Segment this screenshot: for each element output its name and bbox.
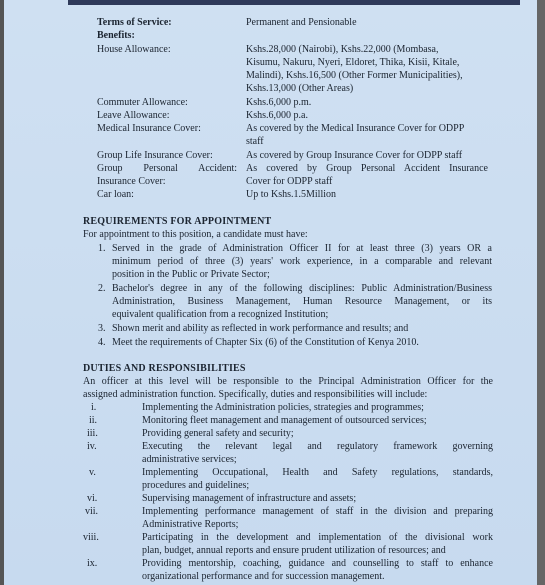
- group-life-label: Group Life Insurance Cover:: [97, 150, 213, 161]
- duty-number: iii.: [87, 428, 98, 439]
- duty-line: Implementing Occupational, Health and Safety regulations, standards,: [142, 467, 493, 478]
- duty-number: viii.: [83, 532, 99, 543]
- duty-number: i.: [91, 402, 97, 413]
- terms-of-service-label: Terms of Service:: [97, 17, 172, 28]
- duty-number: iv.: [87, 441, 97, 452]
- leave-allowance-label: Leave Allowance:: [97, 110, 170, 121]
- top-header-strip: [68, 0, 520, 5]
- requirement-number: 4.: [98, 337, 106, 348]
- medical-insurance-line: As covered by the Medical Insurance Cover for ODPP: [246, 123, 465, 134]
- requirement-line: position in the Public or Private Sector;: [112, 269, 270, 280]
- duty-number: ii.: [89, 415, 98, 426]
- requirement-number: 3.: [98, 323, 106, 334]
- duty-line: plan, budget, annual reports and ensure prudent utilization of resources; and: [142, 545, 446, 556]
- duty-line: administrative services;: [142, 454, 237, 465]
- commuter-allowance-value: Kshs.6,000 p.m.: [246, 97, 312, 108]
- commuter-allowance-label: Commuter Allowance:: [97, 97, 188, 108]
- requirement-line: Administration, Business Management, Human Resource Management, or its: [112, 296, 492, 307]
- group-personal-label-line: Group Personal Accident:: [97, 163, 237, 174]
- duties-intro-line: An officer at this level will be responsible to the Principal Administration Officer for the: [83, 376, 493, 387]
- group-life-value: As covered by Group Insurance Cover for ODPP staff: [246, 150, 463, 161]
- house-allowance-line: Malindi), Kshs.16,500 (Other Former Municipalities),: [246, 70, 463, 81]
- requirement-line: Served in the grade of Administration Officer II for at least three (3) years OR a: [112, 243, 492, 254]
- duty-line: Providing general safety and security;: [142, 428, 294, 439]
- leave-allowance-value: Kshs.6,000 p.a.: [246, 110, 308, 121]
- duty-line: Administrative Reports;: [142, 519, 239, 530]
- duty-line: Executing the relevant legal and regulatory framework governing: [142, 441, 493, 452]
- requirement-line: Bachelor's degree in any of the following disciplines: Public Administration/Business: [112, 283, 492, 294]
- house-allowance-label: House Allowance:: [97, 44, 171, 55]
- house-allowance-line: Kisumu, Nakuru, Nyeri, Eldoret, Thika, Kisii, Kitale,: [246, 57, 460, 68]
- duty-line: Providing mentorship, coaching, guidance and counselling to staff to enhance: [142, 558, 493, 569]
- medical-insurance-line: staff: [246, 136, 264, 147]
- duty-line: Implementing the Administration policies, strategies and programmes;: [142, 402, 424, 413]
- duty-line: organizational performance and for succession management.: [142, 571, 385, 582]
- duties-heading: DUTIES AND RESPONSIBILITIES: [83, 363, 246, 374]
- requirements-heading: REQUIREMENTS FOR APPOINTMENT: [83, 216, 272, 227]
- group-personal-label-line: Insurance Cover:: [97, 176, 166, 187]
- requirement-line: Shown merit and ability as reflected in work performance and results; and: [112, 323, 409, 334]
- requirements-intro: For appointment to this position, a candidate must have:: [83, 229, 308, 240]
- medical-insurance-label: Medical Insurance Cover:: [97, 123, 201, 134]
- benefits-label: Benefits:: [97, 30, 135, 41]
- duty-line: Participating in the development and implementation of the divisional work: [142, 532, 493, 543]
- right-border: [537, 0, 545, 585]
- requirement-line: minimum period of three (3) years' work experience, in a comparable and relevant: [112, 256, 492, 267]
- requirement-number: 2.: [98, 283, 106, 294]
- duty-number: vi.: [87, 493, 98, 504]
- requirement-number: 1.: [98, 243, 106, 254]
- car-loan-label: Car loan:: [97, 189, 134, 200]
- car-loan-value: Up to Kshs.1.5Million: [246, 189, 337, 200]
- house-allowance-line: Kshs.13,000 (Other Areas): [246, 83, 354, 94]
- group-personal-line: Cover for ODPP staff: [246, 176, 333, 187]
- duty-number: v.: [89, 467, 96, 478]
- duty-line: Supervising management of infrastructure and assets;: [142, 493, 357, 504]
- duty-line: procedures and guidelines;: [142, 480, 250, 491]
- requirement-line: equivalent qualification from a recognized Institution;: [112, 309, 329, 320]
- house-allowance-line: Kshs.28,000 (Nairobi), Kshs.22,000 (Mombasa,: [246, 44, 439, 55]
- duty-line: Monitoring fleet management and management of outsourced services;: [142, 415, 427, 426]
- terms-of-service-value: Permanent and Pensionable: [246, 17, 357, 28]
- group-personal-line: As covered by Group Personal Accident Insurance: [246, 163, 488, 174]
- duties-intro-line: assigned administration function. Specifically, duties and responsibilities will include:: [83, 389, 428, 400]
- duty-number: vii.: [85, 506, 99, 517]
- duty-line: Implementing performance management of staff in the division and preparing: [142, 506, 493, 517]
- duty-number: ix.: [87, 558, 98, 569]
- requirement-line: Meet the requirements of Chapter Six (6) of the Constitution of Kenya 2010.: [112, 337, 419, 348]
